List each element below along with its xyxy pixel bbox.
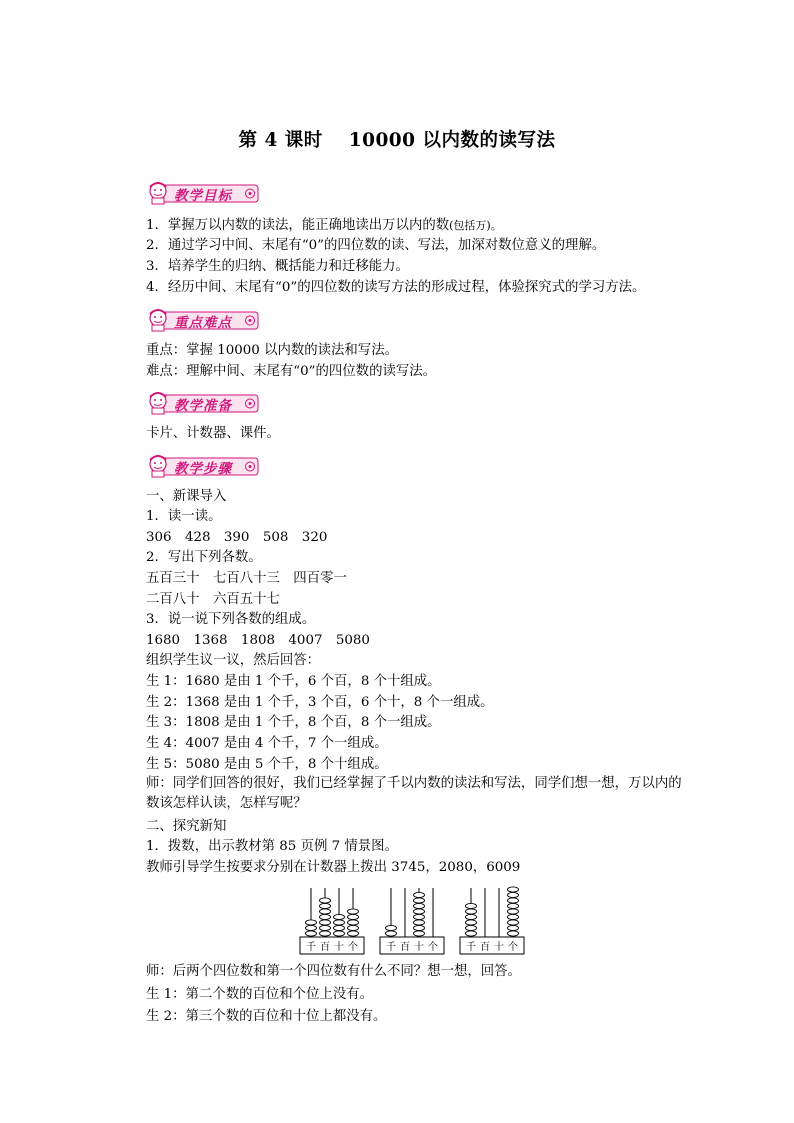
abacus-bead — [508, 892, 519, 897]
abacus-bead — [348, 931, 359, 936]
badge-prep — [146, 391, 261, 415]
abacus-bead — [348, 920, 359, 925]
abacus-bead — [414, 925, 425, 930]
student-answer-4: 生 4：4007 是由 4 个千，7 个一组成。 — [146, 736, 388, 751]
s1-item-3-nums: 1680 1368 1808 4007 5080 — [146, 633, 370, 648]
abacus-label: 百 — [480, 942, 490, 953]
abacus-label: 十 — [414, 942, 424, 953]
answer-1: 生 1：第二个数的百位和个位上没有。 — [146, 987, 374, 1002]
page-title: 第 4 课时 10000 以内数的读写法 — [238, 130, 556, 151]
goal-2: 2．通过学习中间、末尾有“0”的四位数的读、写法，加深对数位意义的理解。 — [146, 238, 606, 253]
abacus-bead — [414, 909, 425, 914]
goal-3: 3．培养学生的归纳、概括能力和迁移能力。 — [146, 259, 409, 274]
keypoint-2: 难点：理解中间、末尾有“0”的四位数的读写法。 — [146, 364, 437, 379]
answer-2: 生 2：第三个数的百位和十位上都没有。 — [146, 1009, 387, 1024]
abacus-label: 十 — [494, 942, 504, 953]
abacus-bead — [334, 931, 345, 936]
abacus-bead — [334, 914, 345, 919]
s1-item-3: 3．说一说下列各数的组成。 — [146, 612, 316, 627]
abacus-bead — [414, 914, 425, 919]
abacus-bead — [348, 925, 359, 930]
abacus-2080 — [380, 888, 444, 954]
s2-item-1: 1．拨数，出示教材第 85 页例 7 情景图。 — [146, 839, 398, 854]
s2-guide: 教师引导学生按要求分别在计数器上拨出 3745，2080，6009 — [146, 860, 521, 875]
abacus-bead — [348, 914, 359, 919]
badge-steps — [146, 454, 261, 478]
badge-goals — [146, 181, 261, 205]
goal-4: 4．经历中间、末尾有“0”的四位数的读写方法的形成过程，体验探究式的学习方法。 — [146, 280, 646, 295]
student-answer-5: 生 5：5080 是由 5 个千，8 个十组成。 — [146, 757, 388, 772]
abacus-bead — [508, 909, 519, 914]
abacus-label: 十 — [334, 942, 344, 953]
abacus-bead — [508, 920, 519, 925]
abacus-bead — [348, 909, 359, 914]
abacus-label: 千 — [386, 942, 396, 953]
abacus-bead — [466, 925, 477, 930]
abacus-bead — [386, 931, 397, 936]
abacus-bead — [508, 903, 519, 908]
abacus-bead — [320, 898, 331, 903]
abacus-bead — [306, 931, 317, 936]
s1-item-2-a: 五百三十 七百八十三 四百零一 — [146, 571, 347, 586]
abacus-bead — [466, 909, 477, 914]
section-2-title: 二、探究新知 — [146, 819, 227, 834]
abacus-bead — [414, 920, 425, 925]
student-answer-3: 生 3：1808 是由 1 个千，8 个百，8 个一组成。 — [146, 715, 441, 730]
abacus-bead — [320, 914, 331, 919]
goal-1: 1．掌握万以内数的读法，能正确地读出万以内的数(包括万)。 — [146, 218, 502, 233]
abacus-label: 千 — [466, 942, 476, 953]
abacus-bead — [306, 920, 317, 925]
s1-item-1: 1．读一读。 — [146, 509, 222, 524]
abacus-bead — [414, 898, 425, 903]
abacus-bead — [414, 903, 425, 908]
badge-label: 教学目标 — [174, 188, 232, 204]
abacus-label: 个 — [428, 942, 438, 953]
abacus-diagram — [290, 880, 540, 960]
abacus-bead — [466, 931, 477, 936]
abacus-bead — [386, 925, 397, 930]
teacher-question-2: 师：后两个四位数和第一个四位数有什么不同？想一想，回答。 — [146, 964, 521, 979]
student-answer-2: 生 2：1368 是由 1 个千，3 个百，6 个十，8 个一组成。 — [146, 695, 494, 710]
s1-item-1-nums: 306 428 390 508 320 — [146, 530, 328, 545]
abacus-label: 个 — [348, 942, 358, 953]
abacus-3745 — [300, 888, 364, 954]
abacus-bead — [466, 920, 477, 925]
abacus-bead — [466, 914, 477, 919]
abacus-bead — [306, 925, 317, 930]
abacus-bead — [508, 925, 519, 930]
badge-label: 重点难点 — [174, 315, 232, 331]
student-answer-1: 生 1：1680 是由 1 个千，6 个百，8 个十组成。 — [146, 674, 441, 689]
abacus-bead — [508, 898, 519, 903]
abacus-bead — [414, 931, 425, 936]
teacher-question: 师：同学们回答的很好，我们已经掌握了千以内数的读法和写法，同学们想一想，万以内的数该怎样认读，怎样写呢？ — [146, 776, 682, 811]
abacus-bead — [320, 903, 331, 908]
keypoint-1: 重点：掌握 10000 以内数的读法和写法。 — [146, 343, 398, 358]
badge-label: 教学准备 — [174, 398, 232, 414]
prep-text: 卡片、计数器、课件。 — [146, 426, 280, 441]
s1-item-2-b: 二百八十 六百五十七 — [146, 592, 280, 607]
abacus-label: 百 — [320, 942, 330, 953]
badge-label: 教学步骤 — [174, 461, 232, 477]
abacus-bead — [466, 903, 477, 908]
s1-item-2: 2．写出下列各数。 — [146, 550, 262, 565]
abacus-bead — [414, 892, 425, 897]
abacus-bead — [320, 925, 331, 930]
abacus-label: 个 — [508, 942, 518, 953]
abacus-bead — [320, 909, 331, 914]
abacus-bead — [320, 920, 331, 925]
abacus-6009 — [460, 887, 524, 954]
abacus-bead — [334, 925, 345, 930]
badge-keypoints — [146, 308, 261, 332]
abacus-label: 千 — [306, 942, 316, 953]
abacus-bead — [508, 931, 519, 936]
abacus-bead — [320, 931, 331, 936]
abacus-label: 百 — [400, 942, 410, 953]
abacus-bead — [508, 887, 519, 892]
discuss-text: 组织学生议一议，然后回答： — [146, 653, 321, 668]
section-1-title: 一、新课导入 — [146, 489, 227, 504]
abacus-bead — [334, 920, 345, 925]
abacus-bead — [508, 914, 519, 919]
